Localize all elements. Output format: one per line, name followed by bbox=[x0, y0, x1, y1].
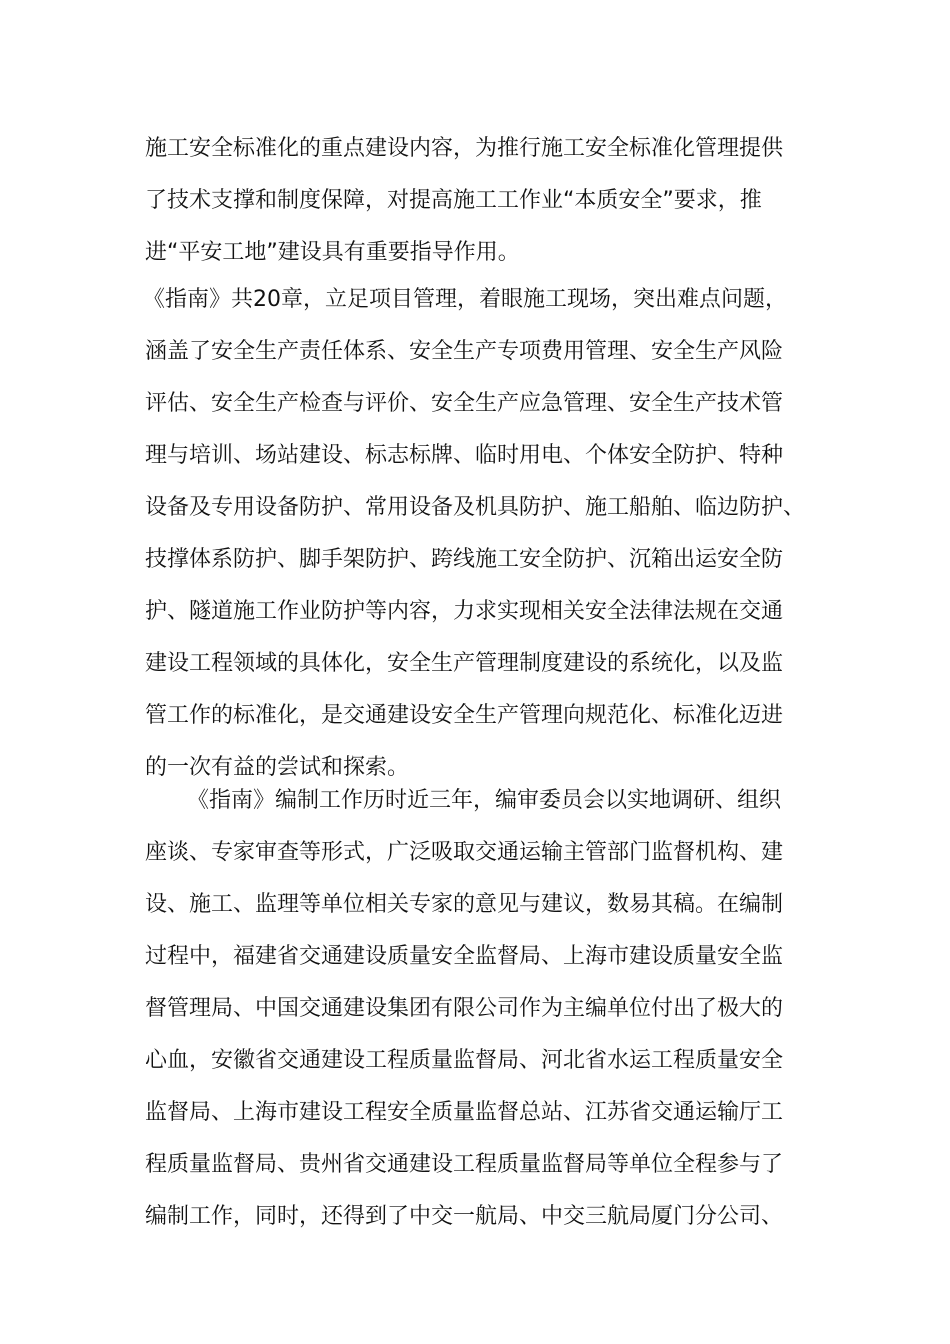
paragraph-line: 施工安全标准化的重点建设内容，为推行施工安全标准化管理提供 bbox=[145, 136, 784, 161]
paragraph-line: 《指南》编制工作历时近三年，编审委员会以实地调研、组织 bbox=[187, 788, 782, 813]
paragraph-line: 座谈、专家审查等形式，广泛吸取交通运输主管部门监督机构、建 bbox=[145, 840, 784, 865]
paragraph-line: 涵盖了安全生产责任体系、安全生产专项费用管理、安全生产风险 bbox=[145, 339, 784, 364]
paragraph-line: 过程中，福建省交通建设质量安全监督局、上海市建设质量安全监 bbox=[145, 944, 784, 969]
paragraph-line: 的一次有益的尝试和探索。 bbox=[145, 755, 410, 780]
paragraph-line: 监督局、上海市建设工程安全质量监督总站、江苏省交通运输厅工 bbox=[145, 1100, 784, 1125]
paragraph-line: 建设工程领域的具体化，安全生产管理制度建设的系统化，以及监 bbox=[145, 651, 784, 676]
paragraph-line: 评估、安全生产检查与评价、安全生产应急管理、安全生产技术管 bbox=[145, 391, 784, 416]
paragraph-line: 编制工作，同时，还得到了中交一航局、中交三航局厦门分公司、 bbox=[145, 1204, 784, 1229]
paragraph-line: 了技术支撑和制度保障，对提高施工工作业“本质安全”要求，推 bbox=[145, 188, 762, 213]
paragraph-line: 进“平安工地”建设具有重要指导作用。 bbox=[145, 240, 520, 265]
paragraph-line: 护、隧道施工作业防护等内容，力求实现相关安全法律法规在交通 bbox=[145, 599, 784, 624]
paragraph-line: 设、施工、监理等单位相关专家的意见与建议，数易其稿。在编制 bbox=[145, 892, 784, 917]
paragraph-line: 设备及专用设备防护、常用设备及机具防护、施工船舶、临边防护、 bbox=[145, 495, 806, 520]
paragraph-line: 《指南》共20章，立足项目管理，着眼施工现场，突出难点问题， bbox=[143, 287, 787, 312]
paragraph-line: 程质量监督局、贵州省交通建设工程质量监督局等单位全程参与了 bbox=[145, 1152, 784, 1177]
paragraph-line: 理与培训、场站建设、标志标牌、临时用电、个体安全防护、特种 bbox=[145, 443, 784, 468]
paragraph-line: 管工作的标准化，是交通建设安全生产管理向规范化、标准化迈进 bbox=[145, 703, 784, 728]
paragraph-line: 心血，安徽省交通建设工程质量监督局、河北省水运工程质量安全 bbox=[145, 1048, 784, 1073]
paragraph-line: 督管理局、中国交通建设集团有限公司作为主编单位付出了极大的 bbox=[145, 996, 784, 1021]
paragraph-line: 技撑体系防护、脚手架防护、跨线施工安全防护、沉箱出运安全防 bbox=[145, 547, 784, 572]
